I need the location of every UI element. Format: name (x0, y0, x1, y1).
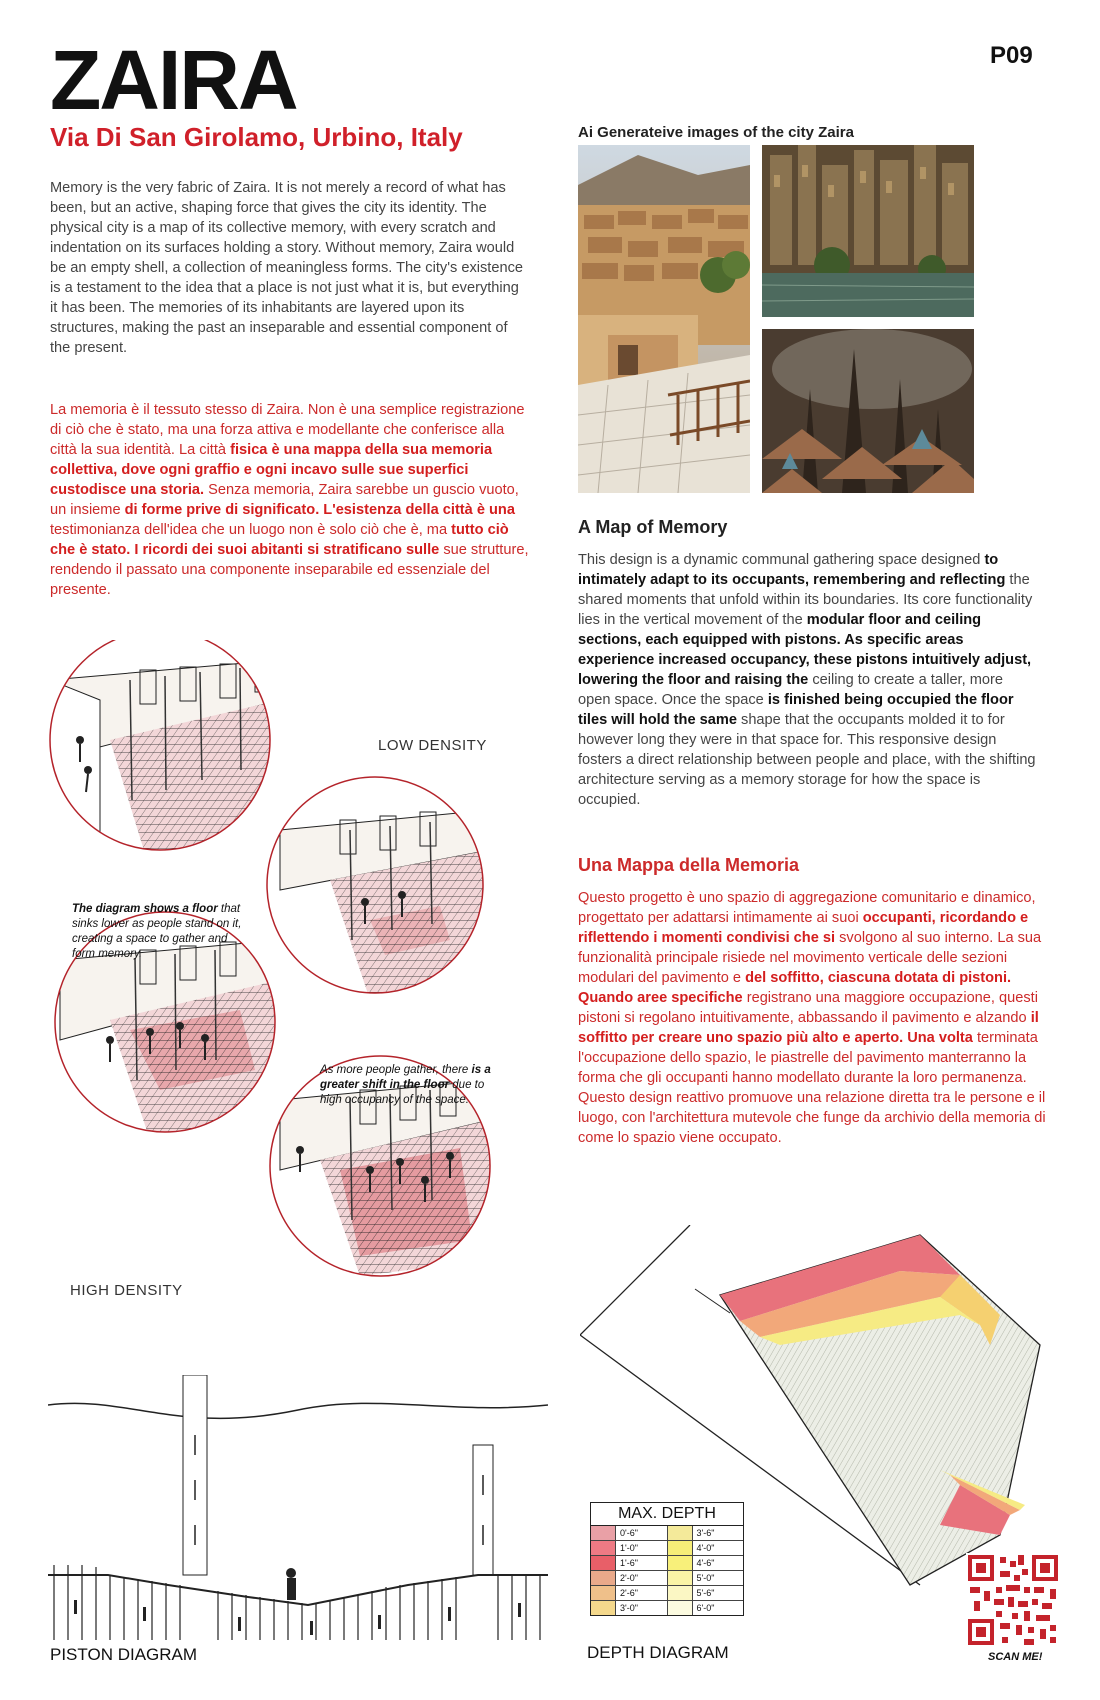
legend-swatch (591, 1556, 616, 1570)
legend-row (591, 1601, 743, 1615)
mappa-p3: svolgono al suo interno. La sua funzionalità principale risiede nel movimento verticale delle sezioni modulari del pavimento e (578, 930, 1042, 986)
legend-row (591, 1586, 743, 1601)
legend-value: 5'-0" (696, 1573, 715, 1583)
legend-cell-right (668, 1586, 744, 1600)
caption1-rest: that sinks lower as people stand on it, creating a space to gather and form memory. (72, 903, 242, 960)
ai-image-river-city (762, 145, 974, 317)
intro-english: Memory is the very fabric of Zaira. It is not merely a record of what has been, but an active, shaping force that gives the city its identity. The physical city is a map of its collective memory, with every scratch and indentation on its surfaces holding a story. Without memory, Zaira would be an empty shell, a collection of meaningless forms. The city's existence is a testament to the idea that a place is not just what it is, but everything it has been. The memories of its inhabitants are layered upon its structures, making the past an inseparable and essential component of the present. (50, 180, 523, 356)
map-memory-body (578, 550, 1038, 810)
legend-row (591, 1571, 743, 1586)
legend-row (591, 1556, 743, 1571)
legend-row (591, 1541, 743, 1556)
legend-value: 1'-0" (620, 1543, 638, 1553)
legend-swatch (591, 1571, 616, 1585)
intro-it-4: di forme prive di significato. L'esistenza della città è una (124, 502, 515, 518)
legend-cell-left (591, 1586, 668, 1600)
circle-low-density (40, 640, 300, 870)
intro-it-5: testimonianza dell'idea che un luogo non è solo ciò che è, ma (50, 522, 448, 538)
diagram-caption-1 (72, 902, 252, 962)
legend-cell-right (668, 1556, 744, 1570)
ai-image-spires (762, 329, 974, 493)
mappa-p5: registrano una maggiore occupazione, questi pistoni si regolano intuitivamente, abbassando il pavimento e alzando (578, 990, 1038, 1026)
page-number: P09 (990, 42, 1033, 69)
legend-swatch (591, 1541, 616, 1555)
intro-italian (50, 400, 532, 600)
legend-value: 1'-6" (620, 1558, 638, 1568)
legend-cell-left (591, 1601, 668, 1615)
legend-swatch (668, 1586, 693, 1600)
legend-cell-right (668, 1526, 744, 1540)
legend-swatch (668, 1556, 693, 1570)
intro-it-6: tutto ciò che è stato. I ricordi dei suoi abitanti si stratificano sulle (50, 522, 509, 558)
legend-value: 4'-0" (696, 1543, 715, 1553)
legend-swatch (668, 1571, 693, 1585)
caption1-bold: The diagram shows a floor (72, 903, 218, 915)
ai-image-desert-city (578, 145, 750, 493)
legend-swatch (591, 1526, 616, 1540)
legend-value: 6'-0" (696, 1603, 715, 1613)
legend-cell-left (591, 1541, 668, 1555)
legend-swatch (668, 1601, 693, 1615)
legend-value: 3'-0" (620, 1603, 638, 1613)
mappa-p7: terminata l'occupazione dello spazio, le piastrelle del pavimento manterranno la forma che gli occupanti hanno modellato durante la loro permanenza. Questo design reattivo promuove una relazione diretta tra le persone e il luogo, con l'architettura mutevole che funge da archivio della memoria di come lo spazio viene occupato. (578, 1030, 1046, 1146)
map-p7: shape that the occupants molded it to for however long they were in that space for. This responsive design fosters a direct relationship between people and place, with the shifting architecture serving as a memory storage for how the space is occupied. (578, 712, 1036, 808)
mappa-memoria-body (578, 888, 1048, 1148)
intro-it-3: Senza memoria, Zaira sarebbe un guscio vuoto, un insieme (50, 482, 519, 518)
intro-it-1: La memoria è il tessuto stesso di Zaira. Non è una semplice registrazione di ciò che è stato, ma una forza attiva e modellante che conferisce alla città la sua identità. La città (50, 402, 525, 458)
qr-code[interactable] (966, 1553, 1060, 1647)
legend-cell-left (591, 1526, 668, 1540)
intro-it-7: sue strutture, rendendo il passato una componente inseparabile ed essenziale del presente. (50, 542, 529, 598)
legend-cell-left (591, 1571, 668, 1585)
mappa-p4: del soffitto, ciascuna dotata di pistoni. Quando aree specifiche (578, 970, 1012, 1006)
legend-value: 3'-6" (696, 1528, 715, 1538)
location-subtitle: Via Di San Girolamo, Urbino, Italy (50, 122, 463, 152)
map-memory-title: A Map of Memory (578, 517, 728, 537)
legend-swatch (668, 1526, 693, 1540)
depth-diagram-label: DEPTH DIAGRAM (587, 1643, 729, 1662)
map-p3: the shared moments that unfold within its boundaries. Its core functionality lies in the vertical movement of the (578, 572, 1033, 628)
legend-title: MAX. DEPTH (591, 1503, 743, 1526)
legend-swatch (668, 1541, 693, 1555)
map-p4: modular floor and ceiling sections, each equipped with pistons. As specific areas experience increased occupancy, these pistons intuitively adjust, lowering the floor and raising the (578, 612, 1032, 688)
legend-cell-left (591, 1556, 668, 1570)
legend-value: 5'-6" (696, 1588, 715, 1598)
mappa-memoria-title: Una Mappa della Memoria (578, 855, 800, 875)
legend-value: 2'-6" (620, 1588, 638, 1598)
diagram-caption-2 (320, 1063, 500, 1108)
page-title: ZAIRA (50, 33, 297, 127)
caption2-a: As more people gather, there (320, 1064, 469, 1076)
map-p5: ceiling to create a taller, more open space. Once the space (578, 672, 1003, 708)
circle-medium-density (260, 770, 490, 1000)
mappa-p1: Questo progetto è uno spazio di aggregazione comunitario e dinamico, progettato per adattarsi intimamente ai suoi (578, 890, 1036, 926)
map-p6: is finished being occupied the floor tiles will hold the same (578, 692, 1014, 728)
legend-swatch (591, 1601, 616, 1615)
legend-cell-right (668, 1541, 744, 1555)
mappa-p2: occupanti, ricordando e riflettendo i momenti condivisi che si (578, 910, 1029, 946)
caption2-bold: is a greater shift in the floor (320, 1064, 491, 1091)
caption2-rest: due to high occupancy of the space. (320, 1079, 485, 1106)
piston-diagram (48, 1375, 548, 1640)
legend-row (591, 1526, 743, 1541)
intro-it-2: fisica è una mappa della sua memoria collettiva, dove ogni graffio e ogni incavo sulle sue superfici custodisce una storia. (50, 442, 493, 498)
mappa-p6: il soffitto per creare uno spazio più alto e aperto. Una volta (578, 1010, 1039, 1046)
legend-cell-right (668, 1571, 744, 1585)
legend-value: 0'-6" (620, 1528, 638, 1538)
gallery-caption: Ai Generateive images of the city Zaira (578, 124, 854, 141)
low-density-label: LOW DENSITY (378, 737, 487, 754)
map-p1: This design is a dynamic communal gathering space designed (578, 552, 981, 568)
depth-legend (590, 1502, 744, 1616)
scan-me-label: SCAN ME! (988, 1651, 1043, 1663)
high-density-label: HIGH DENSITY (70, 1282, 183, 1299)
map-p2: to intimately adapt to its occupants, remembering and reflecting (578, 552, 1006, 588)
legend-cell-right (668, 1601, 744, 1615)
piston-diagram-label: PISTON DIAGRAM (50, 1645, 198, 1664)
legend-value: 4'-6" (696, 1558, 715, 1568)
legend-value: 2'-0" (620, 1573, 638, 1583)
legend-swatch (591, 1586, 616, 1600)
